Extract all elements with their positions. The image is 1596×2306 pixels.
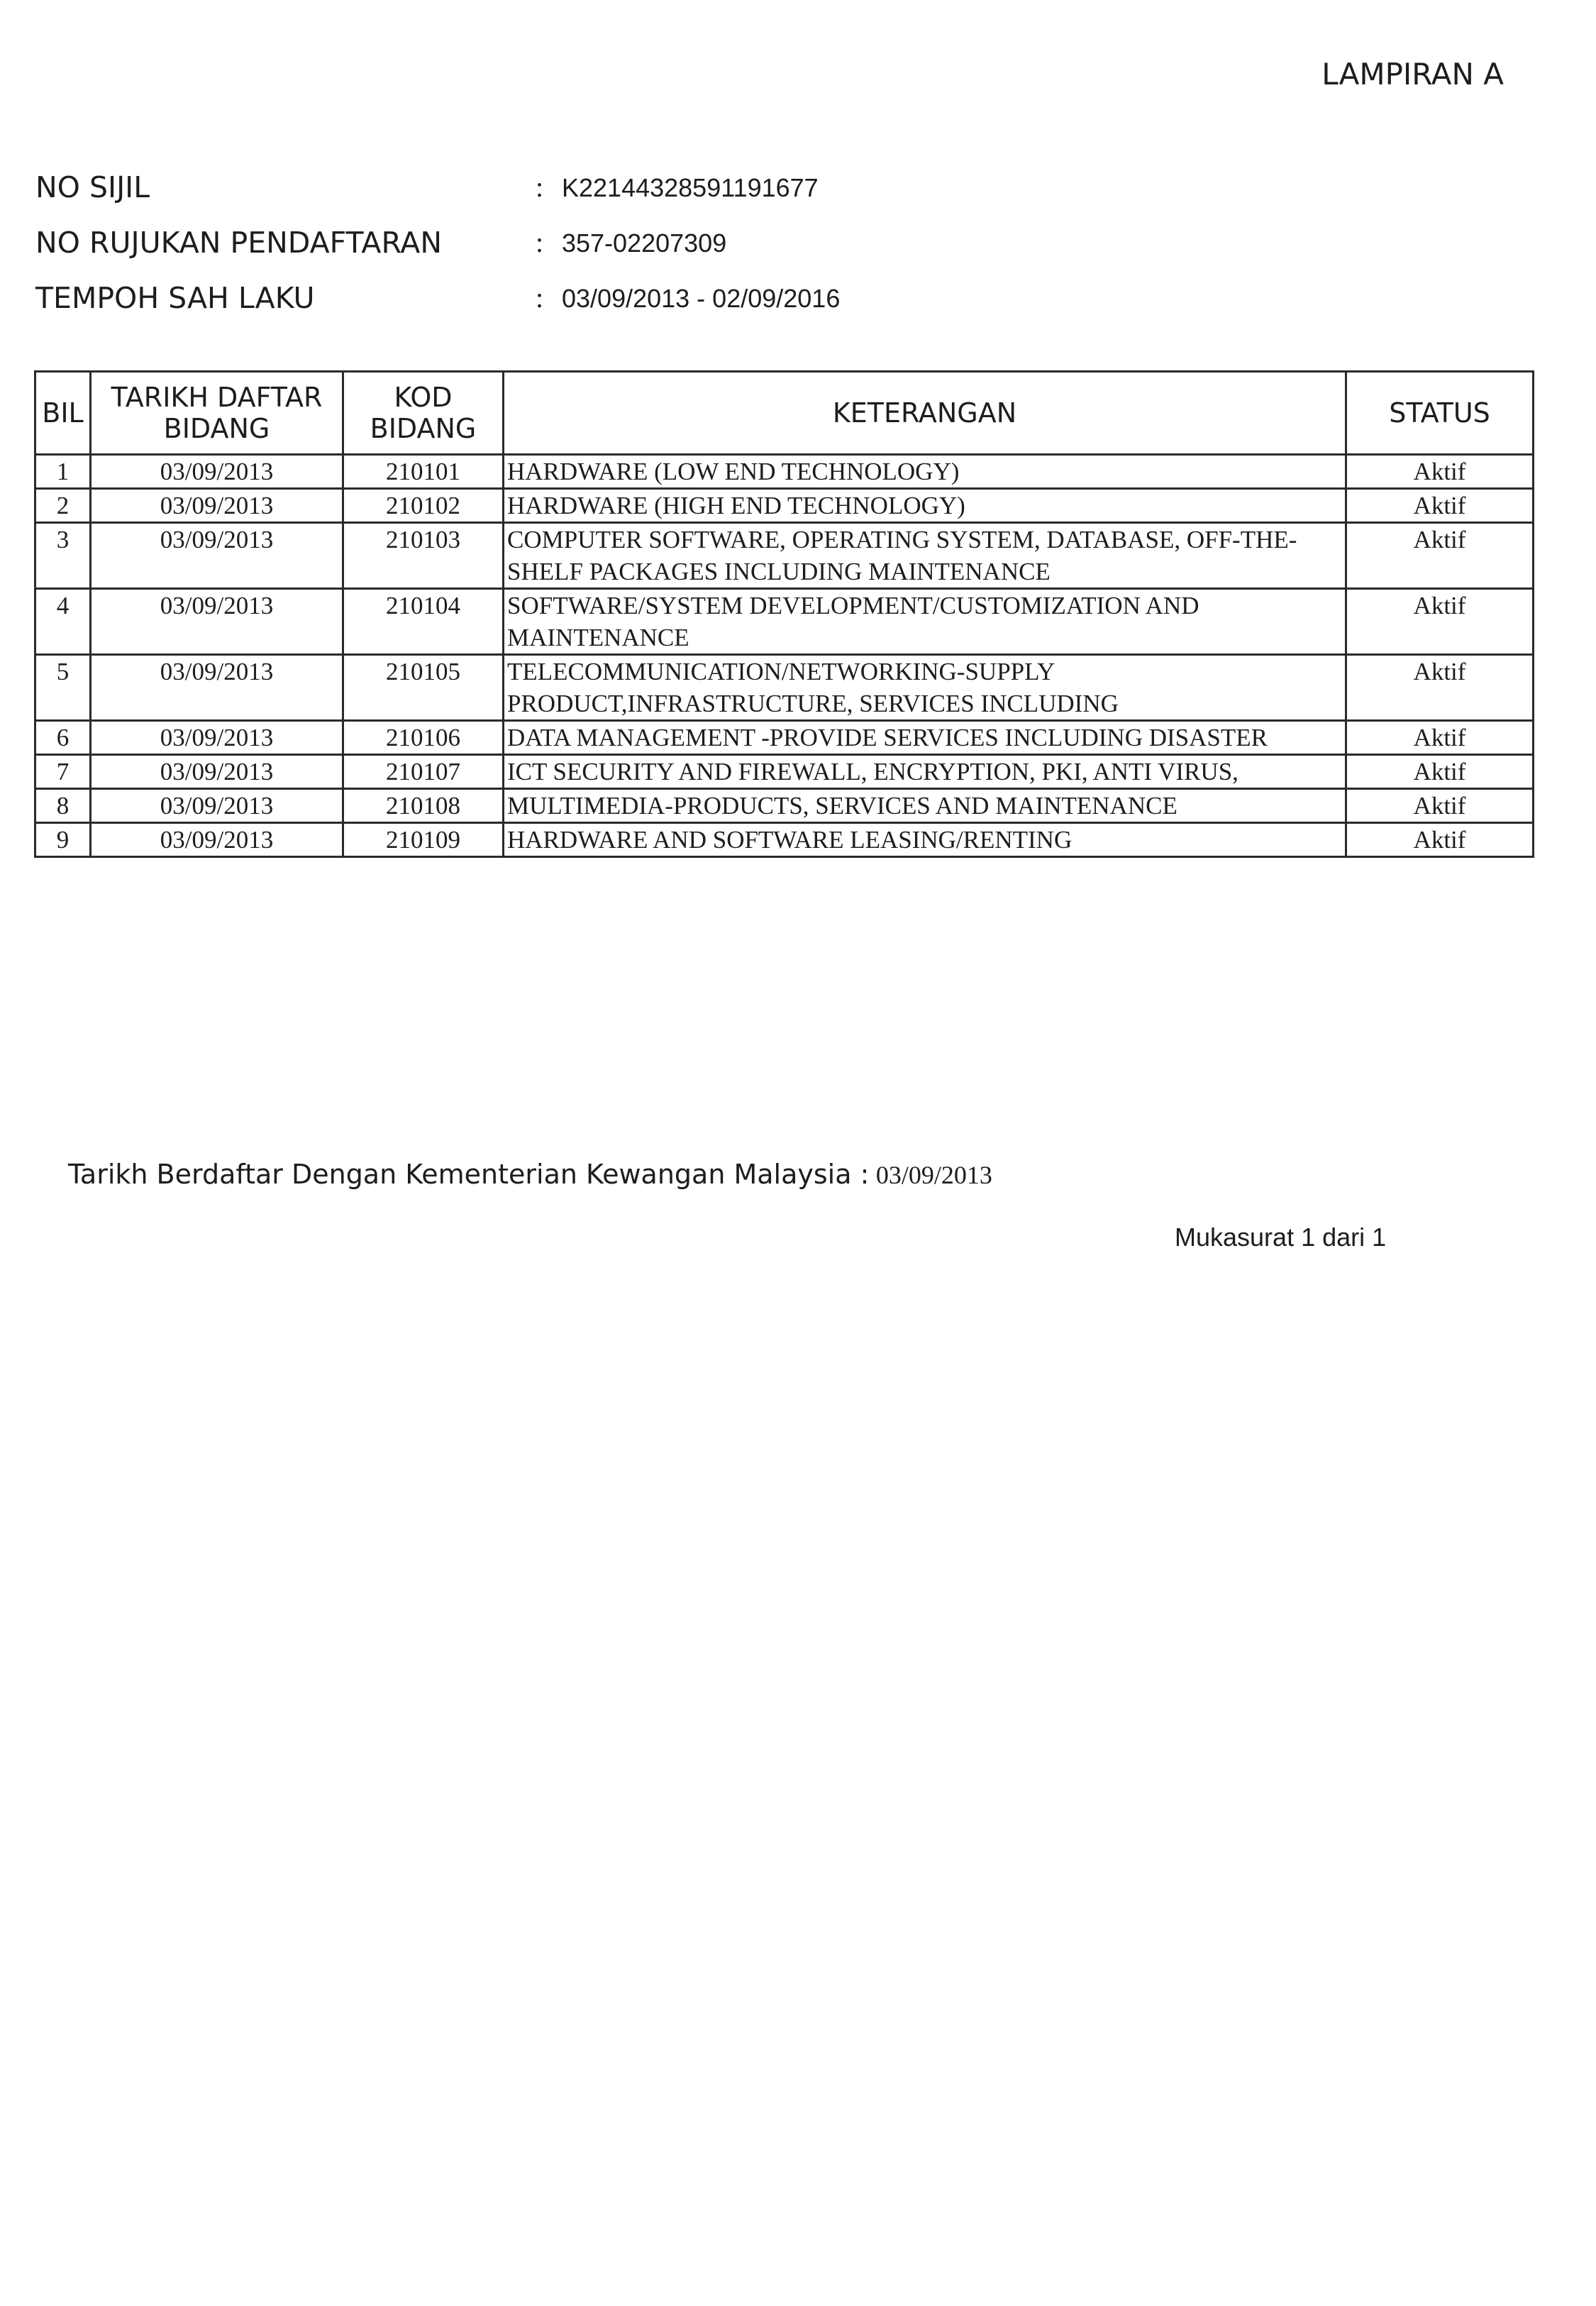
cell-tarikh: 03/09/2013: [91, 589, 343, 655]
cell-bil: 2: [35, 489, 91, 523]
cell-tarikh: 03/09/2013: [91, 455, 343, 489]
header-kod: [343, 372, 504, 455]
header-tarikh: [91, 372, 343, 455]
cell-status: Aktif: [1346, 455, 1534, 489]
table-row: [35, 489, 1534, 523]
meta-colon: :: [536, 171, 544, 203]
meta-label: NO SIJIL: [35, 170, 150, 204]
cell-status: Aktif: [1346, 789, 1534, 823]
cell-status: Aktif: [1346, 523, 1534, 589]
meta-value: 03/09/2013 - 02/09/2016: [562, 284, 841, 313]
cell-keterangan: COMPUTER SOFTWARE, OPERATING SYSTEM, DATABASE, OFF-THE-SHELF PACKAGES INCLUDING MAINTENANCE: [504, 523, 1346, 589]
header-kod-line1: KOD: [394, 382, 453, 413]
cell-kod: 210104: [343, 589, 504, 655]
cell-kod: 210107: [343, 755, 504, 789]
cell-tarikh: 03/09/2013: [91, 823, 343, 857]
cell-kod: 210102: [343, 489, 504, 523]
cell-keterangan: HARDWARE (HIGH END TECHNOLOGY): [504, 489, 1346, 523]
cell-status: Aktif: [1346, 589, 1534, 655]
cell-kod: 210101: [343, 455, 504, 489]
cell-tarikh: 03/09/2013: [91, 489, 343, 523]
meta-label: TEMPOH SAH LAKU: [35, 281, 315, 315]
table-row: [35, 655, 1534, 721]
cell-bil: 3: [35, 523, 91, 589]
header-status: STATUS: [1346, 372, 1534, 455]
registration-date-value: 03/09/2013: [875, 1161, 992, 1189]
cell-bil: 6: [35, 721, 91, 755]
meta-label: NO RUJUKAN PENDAFTARAN: [35, 226, 442, 260]
cell-bil: 5: [35, 655, 91, 721]
cell-bil: 8: [35, 789, 91, 823]
table-row: [35, 755, 1534, 789]
cell-tarikh: 03/09/2013: [91, 721, 343, 755]
page-number: Mukasurat 1 dari 1: [1175, 1223, 1387, 1252]
cell-status: Aktif: [1346, 755, 1534, 789]
cell-keterangan: HARDWARE AND SOFTWARE LEASING/RENTING: [504, 823, 1346, 857]
cell-kod: 210106: [343, 721, 504, 755]
table-row: [35, 721, 1534, 755]
attachment-label: LAMPIRAN A: [1321, 57, 1504, 92]
cell-kod: 210108: [343, 789, 504, 823]
cell-tarikh: 03/09/2013: [91, 655, 343, 721]
cell-kod: 210103: [343, 523, 504, 589]
cell-bil: 1: [35, 455, 91, 489]
header-tarikh-line2: BIDANG: [163, 413, 270, 444]
cell-status: Aktif: [1346, 823, 1534, 857]
cell-keterangan: MULTIMEDIA-PRODUCTS, SERVICES AND MAINTENANCE: [504, 789, 1346, 823]
cell-keterangan: ICT SECURITY AND FIREWALL, ENCRYPTION, PKI, ANTI VIRUS,: [504, 755, 1346, 789]
meta-value: K22144328591191677: [562, 173, 819, 202]
cell-kod: 210109: [343, 823, 504, 857]
cell-tarikh: 03/09/2013: [91, 523, 343, 589]
registration-date-label: Tarikh Berdaftar Dengan Kementerian Kewangan Malaysia :: [68, 1159, 870, 1190]
cell-bil: 7: [35, 755, 91, 789]
header-tarikh-line1: TARIKH DAFTAR: [111, 382, 323, 413]
meta-colon: :: [536, 282, 544, 314]
cell-kod: 210105: [343, 655, 504, 721]
header-kod-line2: BIDANG: [370, 413, 477, 444]
cell-keterangan: HARDWARE (LOW END TECHNOLOGY): [504, 455, 1346, 489]
table-row: [35, 823, 1534, 857]
table-row: [35, 455, 1534, 489]
cell-tarikh: 03/09/2013: [91, 755, 343, 789]
cell-keterangan: SOFTWARE/SYSTEM DEVELOPMENT/CUSTOMIZATION AND MAINTENANCE: [504, 589, 1346, 655]
cell-bil: 9: [35, 823, 91, 857]
cell-status: Aktif: [1346, 721, 1534, 755]
table-row: [35, 523, 1534, 589]
cell-status: Aktif: [1346, 489, 1534, 523]
cell-tarikh: 03/09/2013: [91, 789, 343, 823]
table-row: [35, 789, 1534, 823]
cell-status: Aktif: [1346, 655, 1534, 721]
meta-value: 357-02207309: [562, 228, 727, 258]
table-row: [35, 589, 1534, 655]
cell-keterangan: TELECOMMUNICATION/NETWORKING-SUPPLY PRODUCT,INFRASTRUCTURE, SERVICES INCLUDING: [504, 655, 1346, 721]
header-bil: BIL: [35, 372, 91, 455]
cell-bil: 4: [35, 589, 91, 655]
table-header-row: [35, 372, 1534, 455]
registration-date-line: [68, 1159, 992, 1191]
header-keterangan: KETERANGAN: [504, 372, 1346, 455]
meta-colon: :: [536, 226, 544, 258]
cell-keterangan: DATA MANAGEMENT -PROVIDE SERVICES INCLUDING DISASTER: [504, 721, 1346, 755]
bidang-table: [34, 370, 1534, 858]
